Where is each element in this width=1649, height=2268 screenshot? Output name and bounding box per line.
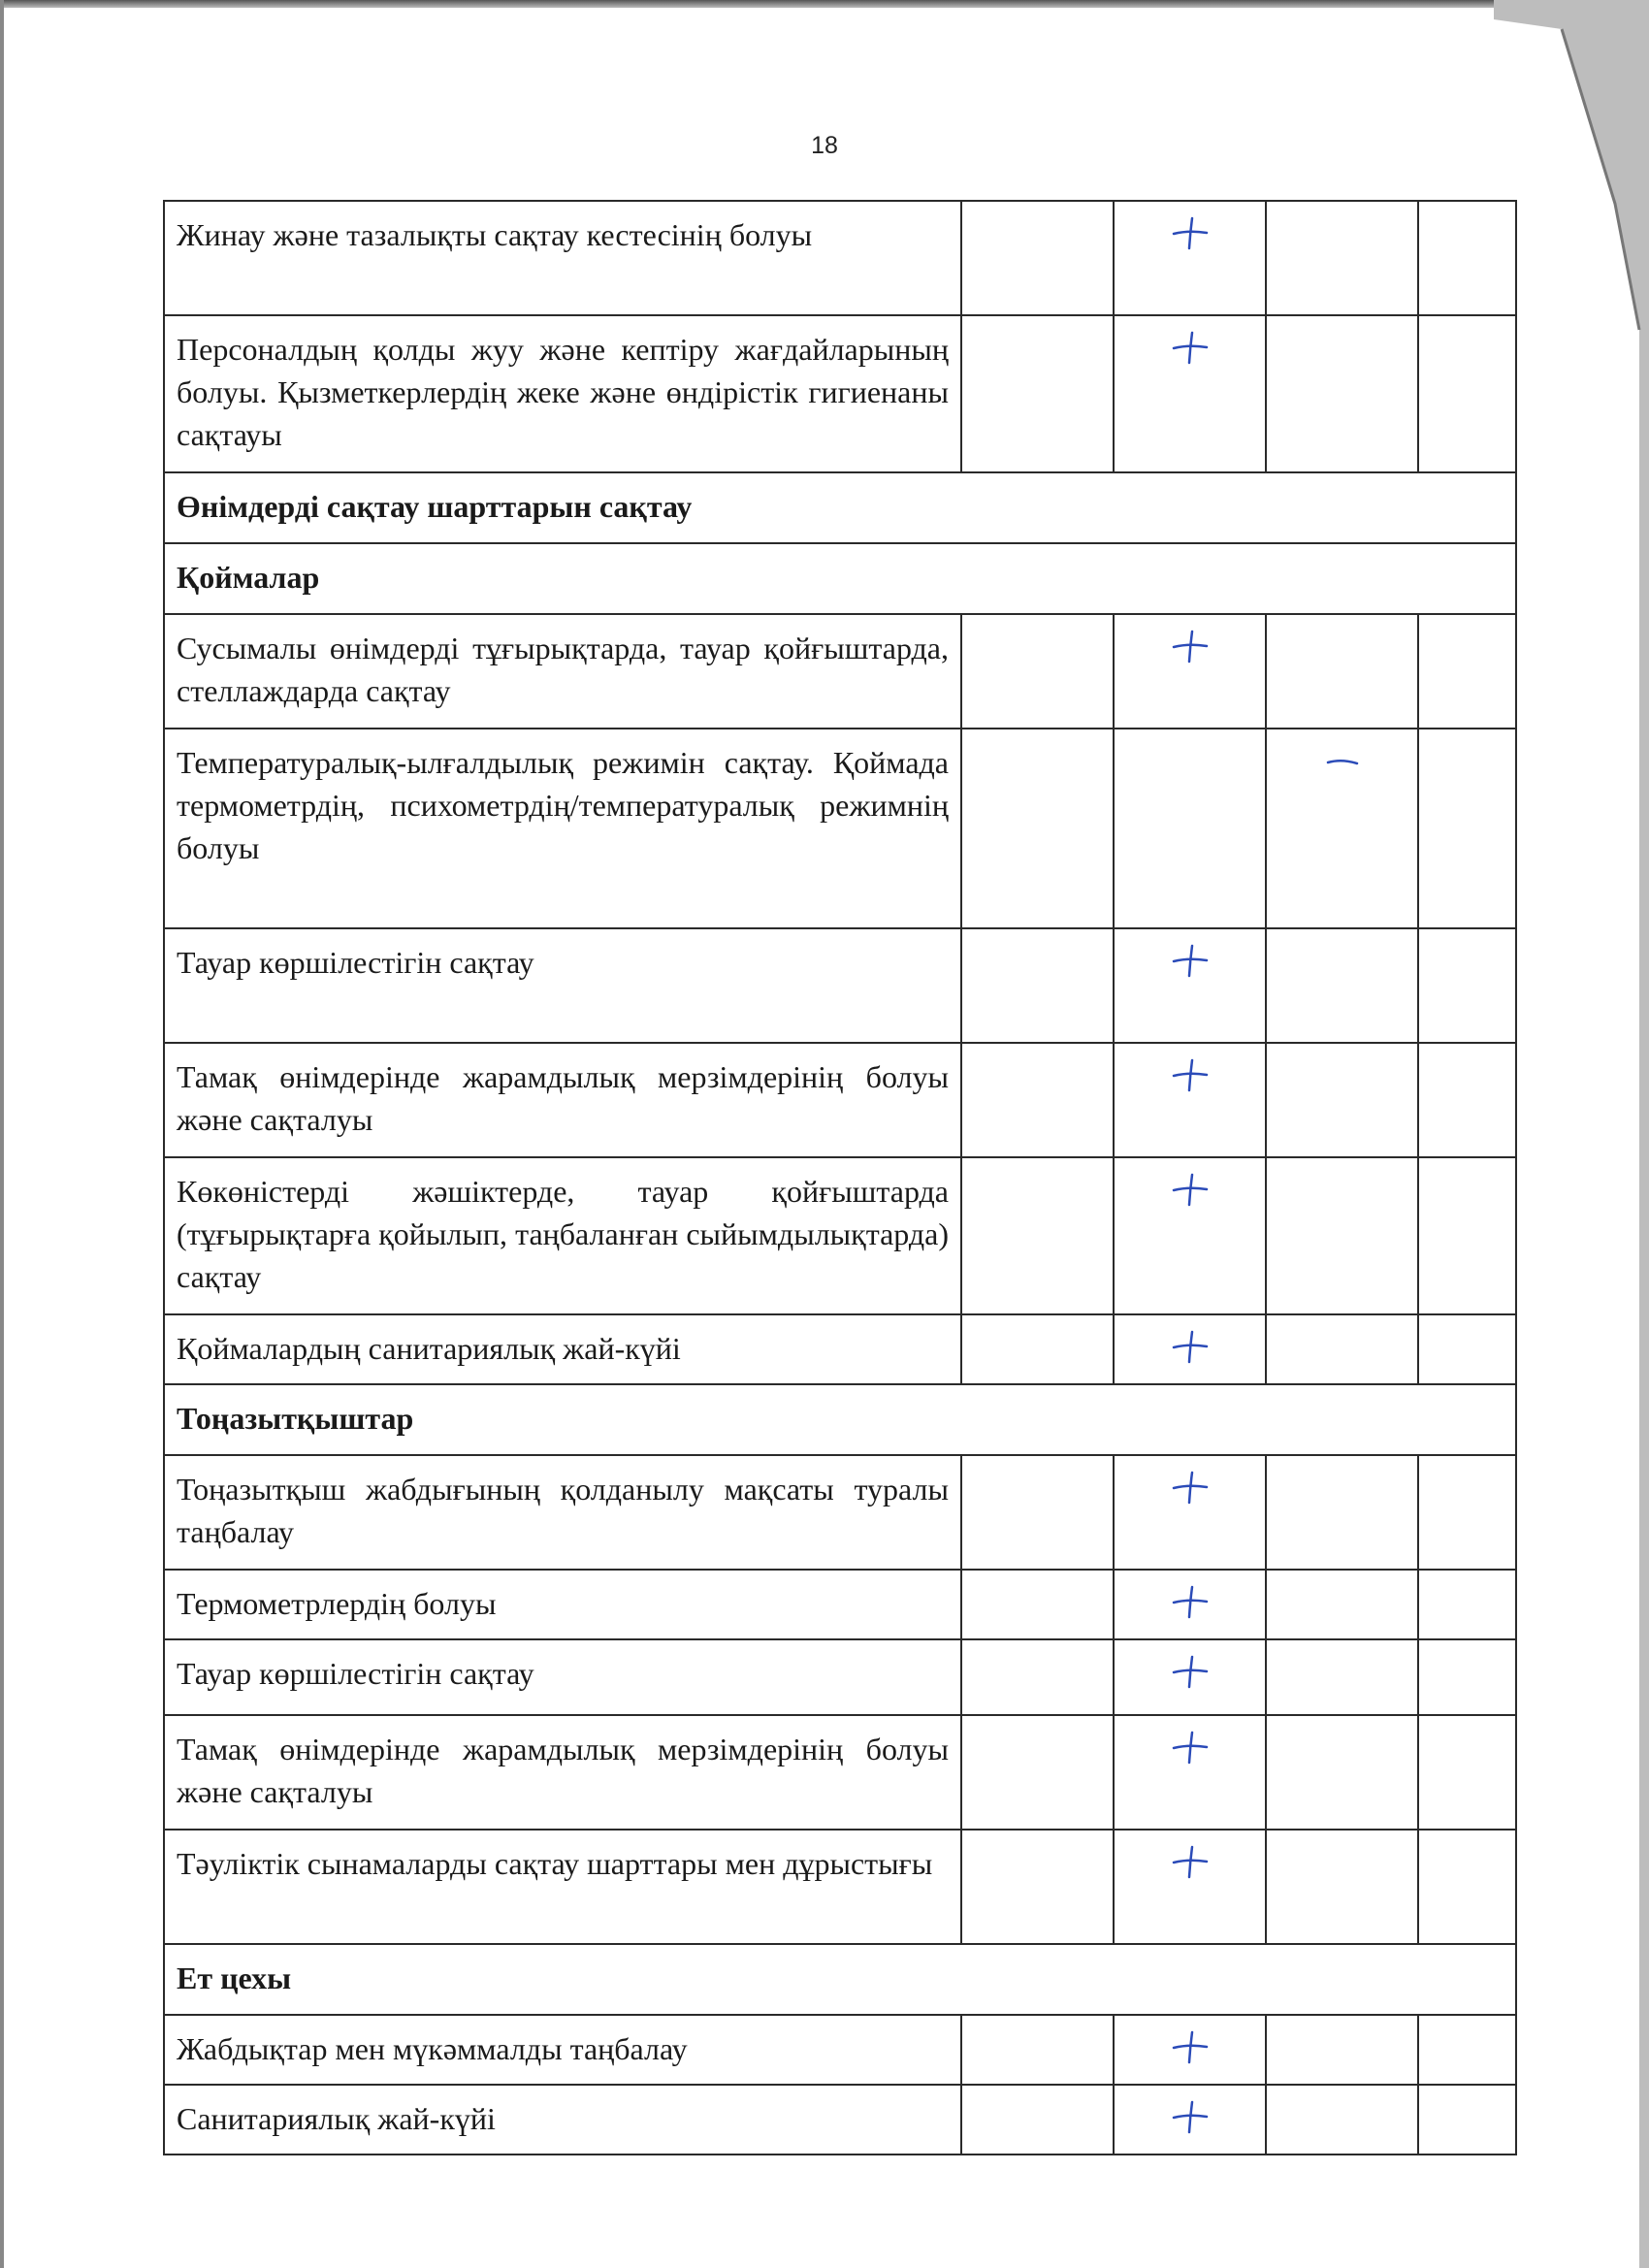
scan-fold-shadow [1494,0,1649,2268]
checklist-row [164,1570,1516,1639]
answer-cell-4 [1418,1455,1516,1570]
answer-cell-2 [1114,2015,1266,2085]
answer-cell-3 [1266,2085,1418,2155]
checklist-row [164,1639,1516,1715]
answer-cell-4 [1418,2015,1516,2085]
checklist-row [164,315,1516,472]
page-number: 18 [811,132,838,159]
answer-cell-2 [1114,1314,1266,1384]
answer-cell-4 [1418,729,1516,928]
answer-cell-4 [1418,1157,1516,1314]
answer-cell-1 [961,729,1114,928]
requirement-cell: Жабдықтар мен мүкәммалды таңбалау [164,2015,961,2085]
answer-cell-3 [1266,201,1418,315]
answer-cell-1 [961,1570,1114,1639]
answer-cell-4 [1418,201,1516,315]
handwritten-plus-mark [1168,1582,1212,1621]
checklist-row [164,1455,1516,1570]
section-heading: Ет цехы [164,1944,1516,2015]
answer-cell-3 [1266,1157,1418,1314]
handwritten-plus-mark [1168,1170,1212,1209]
answer-cell-4 [1418,2085,1516,2155]
answer-cell-2 [1114,729,1266,928]
section-row [164,543,1516,614]
answer-cell-2 [1114,614,1266,729]
checklist-row [164,729,1516,928]
checklist-row [164,614,1516,729]
handwritten-plus-mark [1168,627,1212,665]
answer-cell-1 [961,1043,1114,1157]
requirement-cell: Санитариялық жай-күйі [164,2085,961,2155]
checklist-row [164,1043,1516,1157]
answer-cell-4 [1418,1314,1516,1384]
handwritten-plus-mark [1168,2027,1212,2066]
answer-cell-4 [1418,1715,1516,1830]
answer-cell-1 [961,2015,1114,2085]
handwritten-plus-mark [1168,1055,1212,1094]
answer-cell-3 [1266,1639,1418,1715]
requirement-cell: Тауар көршілестігін сақтау [164,1639,961,1715]
requirement-cell: Жинау және тазалықты сақтау кестесінің болуы [164,201,961,315]
answer-cell-3 [1266,1570,1418,1639]
answer-cell-2 [1114,1043,1266,1157]
answer-cell-4 [1418,614,1516,729]
answer-cell-2 [1114,1455,1266,1570]
requirement-cell: Көкөністерді жәшіктерде, тауар қойғыштарда (тұғырықтарға қойылып, таңбаланған сыйымдылықтарда) сақтау [164,1157,961,1314]
requirement-cell: Тоңазытқыш жабдығының қолданылу мақсаты туралы таңбалау [164,1455,961,1570]
requirement-cell: Тәуліктік сынамаларды сақтау шарттары мен дұрыстығы [164,1830,961,1944]
answer-cell-4 [1418,315,1516,472]
answer-cell-3 [1266,2015,1418,2085]
checklist-row [164,201,1516,315]
answer-cell-2 [1114,2085,1266,2155]
requirement-cell: Тамақ өнімдерінде жарамдылық мерзімдерінің болуы және сақталуы [164,1715,961,1830]
requirement-cell: Персоналдың қолды жуу және кептіру жағдайларының болуы. Қызметкерлердің жеке және өндірістік гигиенаны сақтауы [164,315,961,472]
section-row [164,472,1516,543]
handwritten-plus-mark [1168,1728,1212,1766]
handwritten-plus-mark [1168,1652,1212,1691]
answer-cell-3 [1266,928,1418,1043]
requirement-cell: Қоймалардың санитариялық жай-күйі [164,1314,961,1384]
section-heading: Қоймалар [164,543,1516,614]
handwritten-plus-mark [1168,213,1212,252]
answer-cell-1 [961,315,1114,472]
checklist-row [164,1830,1516,1944]
answer-cell-2 [1114,201,1266,315]
answer-cell-3 [1266,1830,1418,1944]
answer-cell-3 [1266,1715,1418,1830]
answer-cell-3 [1266,614,1418,729]
answer-cell-2 [1114,928,1266,1043]
answer-cell-3 [1266,1043,1418,1157]
section-heading: Өнімдерді сақтау шарттарын сақтау [164,472,1516,543]
checklist-row [164,1715,1516,1830]
checklist-row [164,2085,1516,2155]
answer-cell-4 [1418,928,1516,1043]
section-row [164,1384,1516,1455]
answer-cell-1 [961,928,1114,1043]
handwritten-plus-mark [1168,2097,1212,2136]
handwritten-plus-mark [1168,1468,1212,1507]
scan-edge-left [0,0,4,2268]
answer-cell-3 [1266,1314,1418,1384]
handwritten-plus-mark [1168,941,1212,980]
requirement-cell: Температуралық-ылғалдылық режимін сақтау. Қоймада термометрдің, психометрдің/температуралық режимнің болуы [164,729,961,928]
answer-cell-4 [1418,1043,1516,1157]
answer-cell-2 [1114,1639,1266,1715]
requirement-cell: Сусымалы өнімдерді тұғырықтарда, тауар қойғыштарда, стеллаждарда сақтау [164,614,961,729]
requirement-cell: Тамақ өнімдерінде жарамдылық мерзімдерінің болуы және сақталуы [164,1043,961,1157]
handwritten-plus-mark [1168,1842,1212,1881]
section-row [164,1944,1516,2015]
answer-cell-4 [1418,1639,1516,1715]
scan-edge-top [0,0,1649,8]
answer-cell-1 [961,2085,1114,2155]
answer-cell-1 [961,1455,1114,1570]
handwritten-plus-mark [1168,328,1212,367]
requirement-cell: Термометрлердің болуы [164,1570,961,1639]
checklist-row [164,2015,1516,2085]
answer-cell-2 [1114,1570,1266,1639]
answer-cell-2 [1114,1715,1266,1830]
checklist-row [164,928,1516,1043]
handwritten-dash-mark [1320,741,1365,780]
answer-cell-1 [961,201,1114,315]
answer-cell-4 [1418,1830,1516,1944]
handwritten-plus-mark [1168,1327,1212,1366]
answer-cell-3 [1266,729,1418,928]
answer-cell-1 [961,1157,1114,1314]
checklist-row [164,1157,1516,1314]
answer-cell-4 [1418,1570,1516,1639]
answer-cell-1 [961,614,1114,729]
checklist-row [164,1314,1516,1384]
answer-cell-3 [1266,1455,1418,1570]
requirement-cell: Тауар көршілестігін сақтау [164,928,961,1043]
answer-cell-1 [961,1830,1114,1944]
answer-cell-2 [1114,315,1266,472]
section-heading: Тоңазытқыштар [164,1384,1516,1455]
answer-cell-1 [961,1314,1114,1384]
answer-cell-1 [961,1715,1114,1830]
answer-cell-2 [1114,1830,1266,1944]
checklist-table [163,200,1517,2155]
answer-cell-1 [961,1639,1114,1715]
answer-cell-3 [1266,315,1418,472]
answer-cell-2 [1114,1157,1266,1314]
